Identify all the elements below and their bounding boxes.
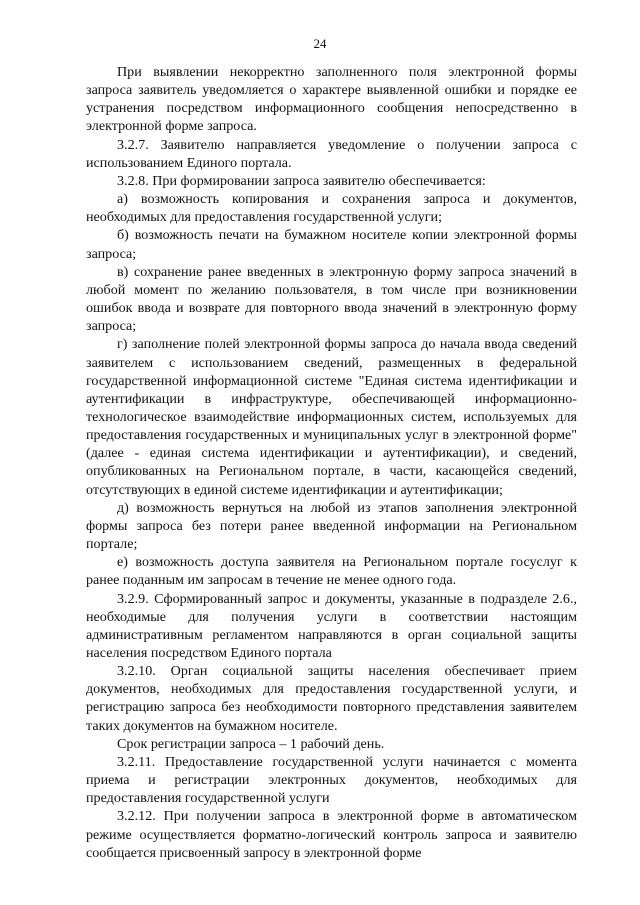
paragraph: 3.2.9. Сформированный запрос и документы, указанные в подразделе 2.6., необходимые для получения услуги в соответствии настоящим административным регламентом направляются в орган социальной защиты населения посредством Единого портала xyxy=(86,590,577,661)
document-body xyxy=(86,63,577,862)
paragraph: 3.2.8. При формировании запроса заявителю обеспечивается: xyxy=(117,172,486,189)
paragraph: б) возможность печати на бумажном носителе копии электронной формы запроса; xyxy=(86,227,577,262)
paragraph: 3.2.7. Заявителю направляется уведомление о получении запроса с использованием Единого портала. xyxy=(86,136,577,171)
page-number: 24 xyxy=(313,36,327,51)
paragraph: а) возможность копирования и сохранения запроса и документов, необходимых для предоставления государственной услуги; xyxy=(86,191,577,226)
paragraph: д) возможность вернуться на любой из этапов заполнения электронной формы запроса без потери ранее введенной информации на Региональном портале; xyxy=(86,499,577,553)
paragraph: При выявлении некорректно заполненного поля электронной формы запроса заявитель уведомляется о характере выявленной ошибки и порядке ее устранения посредством информационного сообщения непосредственно в электронной форме запроса. xyxy=(86,64,577,135)
paragraph: в) сохранение ранее введенных в электронную форму запроса значений в любой момент по желанию пользователя, в том числе при возникновении ошибок ввода и возврате для повторного ввода значений в электронную форму запроса; xyxy=(86,263,577,335)
paragraph: Срок регистрации запроса – 1 рабочий день. xyxy=(117,735,385,752)
paragraph: 3.2.10. Орган социальной защиты населения обеспечивает прием документов, необходимых для предоставления государственной услуги, и регистрацию запроса без необходимости повторного представления заявителем таких документов на бумажном носителе. xyxy=(86,663,577,734)
paragraph: 3.2.11. Предоставление государственной услуги начинается с момента приема и регистрации электронных документов, необходимых для предоставления государственной услуги xyxy=(86,753,577,807)
paragraph: е) возможность доступа заявителя на Региональном портале госуслуг к ранее поданным им запросам в течение не менее одного года. xyxy=(86,554,577,589)
paragraph: г) заполнение полей электронной формы запроса до начала ввода сведений заявителем с использованием сведений, размещенных в федеральной государственной информационной системе "Единая система идентификации и аутентификации в инфраструктуре, обеспечивающей информационно-технологическое взаимодействие информационных систем, используемых для предоставления государственных и муниципальных услуг в электронной форме" (далее - единая система идентификации и аутентификации), и сведений, опубликованных на Региональном портале, в части, касающейся сведений, отсутствующих в единой системе идентификации и аутентификации; xyxy=(86,336,577,498)
paragraph: 3.2.12. При получении запроса в электронной форме в автоматическом режиме осуществляется форматно-логический контроль запроса и заявителю сообщается присвоенный запросу в электронной форме xyxy=(86,808,577,861)
